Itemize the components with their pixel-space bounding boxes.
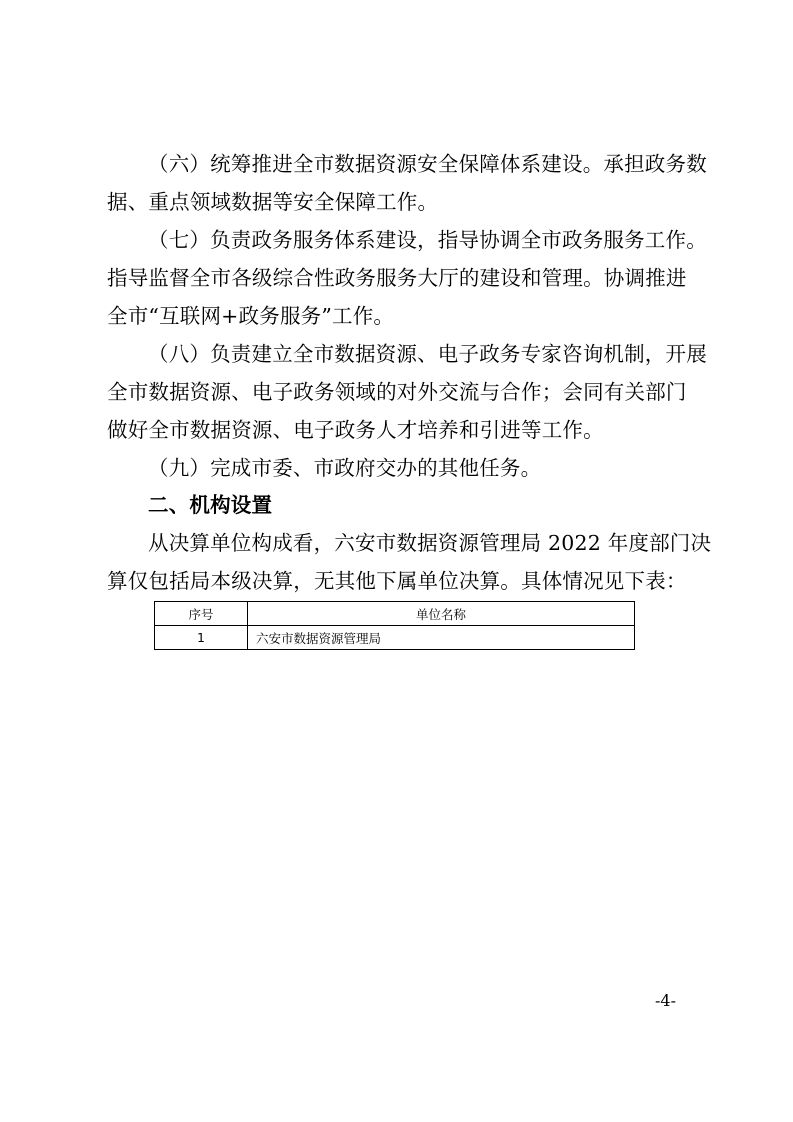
- table-row: [155, 626, 635, 650]
- text-line: 从决算单位构成看，六安市数据资源管理局 2022 年度部门决: [148, 531, 712, 555]
- section-heading: 二、机构设置: [148, 493, 273, 517]
- text-line: 指导监督全市各级综合性政务服务大厅的建设和管理。协调推进: [107, 266, 687, 290]
- table-header-row: [155, 602, 635, 626]
- page-number: -4-: [655, 991, 676, 1010]
- text-line: （六）统筹推进全市数据资源安全保障体系建设。承担政务数: [148, 152, 707, 176]
- cell-seq: 1: [155, 626, 248, 650]
- header-seq: 序号: [155, 602, 248, 626]
- text-line: （九）完成市委、市政府交办的其他任务。: [148, 456, 542, 480]
- text-line: 全市数据资源、电子政务领域的对外交流与合作；会同有关部门: [107, 380, 687, 404]
- text-line: 据、重点领域数据等安全保障工作。: [107, 190, 439, 214]
- text-line: 做好全市数据资源、电子政务人才培养和引进等工作。: [107, 418, 604, 442]
- text-line: （七）负责政务服务体系建设，指导协调全市政务服务工作。: [148, 228, 707, 252]
- unit-table: [154, 601, 635, 650]
- text-line: 算仅包括局本级决算，无其他下属单位决算。具体情况见下表：: [107, 569, 687, 593]
- cell-unit-name: 六安市数据资源管理局: [248, 626, 635, 650]
- text-line: （八）负责建立全市数据资源、电子政务专家咨询机制，开展: [148, 342, 707, 366]
- text-line: 全市“互联网+政务服务”工作。: [107, 304, 395, 328]
- header-unit-name: 单位名称: [248, 602, 635, 626]
